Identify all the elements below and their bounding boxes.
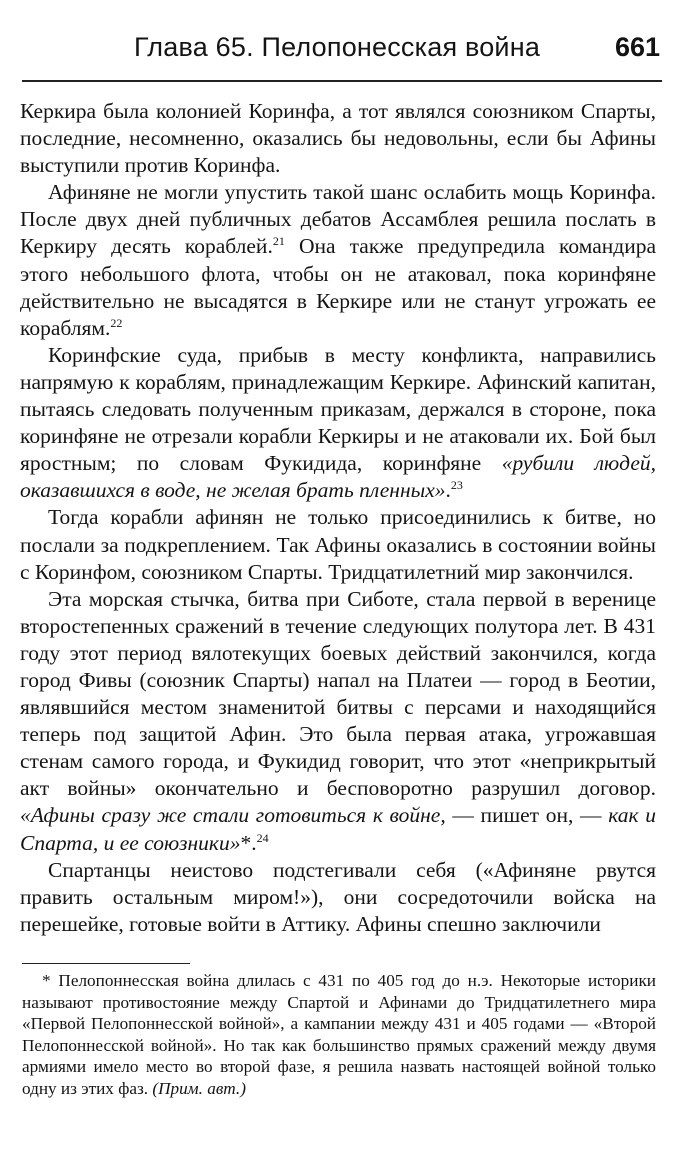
paragraph-text: Афиняне не могли упустить такой шанс ослабить мощь Коринфа. После двух дней публичных дебатов Ассамблея решила послать в Керкиру десять кораблей. bbox=[20, 180, 656, 259]
paragraph-3 bbox=[20, 342, 656, 505]
footnote-divider bbox=[22, 963, 190, 964]
main-text bbox=[20, 98, 656, 938]
paragraph-2 bbox=[20, 179, 656, 342]
footnote bbox=[22, 970, 656, 1100]
author-note-label: (Прим. авт.) bbox=[152, 1078, 246, 1098]
endnote-ref-21: 21 bbox=[272, 234, 285, 249]
page-number: 661 bbox=[614, 32, 660, 62]
paragraph-4 bbox=[20, 504, 656, 585]
italic-quote: как и Спарта, и ее союзники» bbox=[20, 803, 656, 855]
chapter-title: Глава 65. Пелопонесская война bbox=[134, 32, 541, 62]
paragraph-text: Она также предупредила командира этого небольшого флота, чтобы он не атаковал, пока коринфяне действительно не высадятся в Керкире или не станут угрожать ее кораблям. bbox=[20, 234, 656, 340]
paragraph-5 bbox=[20, 586, 656, 857]
paragraph-text: Тогда корабли афинян не только присоединились к битве, но послали за подкреплением. Так Афины оказались в состоянии войны с Коринфом, союзником Спарты. Тридцатилетний мир закончился. bbox=[20, 505, 656, 584]
endnote-ref-24: 24 bbox=[256, 830, 269, 845]
paragraph-text: Спартанцы неистово подстегивали себя («Афиняне рвутся править остальным миром!»), они сосредоточили войска на перешейке, готовые войти в Аттику. Афины спешно заключили bbox=[20, 857, 656, 936]
paragraph-1 bbox=[20, 98, 656, 179]
italic-quote: «Афины сразу же стали готовиться к войне, bbox=[20, 803, 446, 828]
paragraph-text: Керкира была колонией Коринфа, а тот являлся союзником Спарты, последние, несомненно, оказались бы недовольны, если бы Афины выступили против Коринфа. bbox=[20, 99, 656, 178]
running-header bbox=[22, 30, 662, 82]
paragraph-text: . bbox=[445, 478, 451, 503]
endnote-ref-22: 22 bbox=[110, 315, 123, 330]
footnote-text: * Пелопоннесская война длилась с 431 по 405 год до н.э. Некоторые историки называют противостояние между Спартой и Афинами до Тридцатилетнего мира «Первой Пелопоннесской войной», а кампании между 431 и 405 годами — «Второй Пелопоннесской войной». Но так как большинство прямых сражений между двумя армиями имело место во второй фазе, я решила назвать настоящей войной только одну из этих фаз. bbox=[22, 971, 656, 1098]
paragraph-6 bbox=[20, 857, 656, 938]
paragraph-text: — пишет он, — bbox=[445, 803, 609, 828]
paragraph-text: Эта морская стычка, битва при Сиботе, стала первой в веренице второстепенных сражений в течение следующих полутора лет. В 431 году этот период вялотекущих боевых действий закончился, когда город Фивы (союзник Спарты) напал на Платеи — город в Беотии, являвшийся местом знаменитой битвы с персами и находящийся теперь под защитой Афин. Это была первая атака, угрожавшая стенам самого города, и Фукидид говорит, что этот «неприкрытый акт войны» окончательно и бесповоротно разрушил договор. bbox=[20, 586, 656, 801]
endnote-ref-23: 23 bbox=[450, 478, 463, 493]
paragraph-text: *. bbox=[240, 830, 257, 855]
italic-quote: «рубили людей, оказавшихся в воде, не желая брать пленных» bbox=[20, 451, 656, 503]
footnote-paragraph bbox=[22, 970, 656, 1100]
paragraph-text: Коринфские суда, прибыв в месту конфликта, направились напрямую к кораблям, принадлежащим Керкире. Афинский капитан, пытаясь следовать полученным приказам, держался в стороне, пока коринфяне не отрезали корабли Керкиры и не атаковали их. Бой был яростным; по словам Фукидида, коринфяне bbox=[20, 342, 656, 476]
